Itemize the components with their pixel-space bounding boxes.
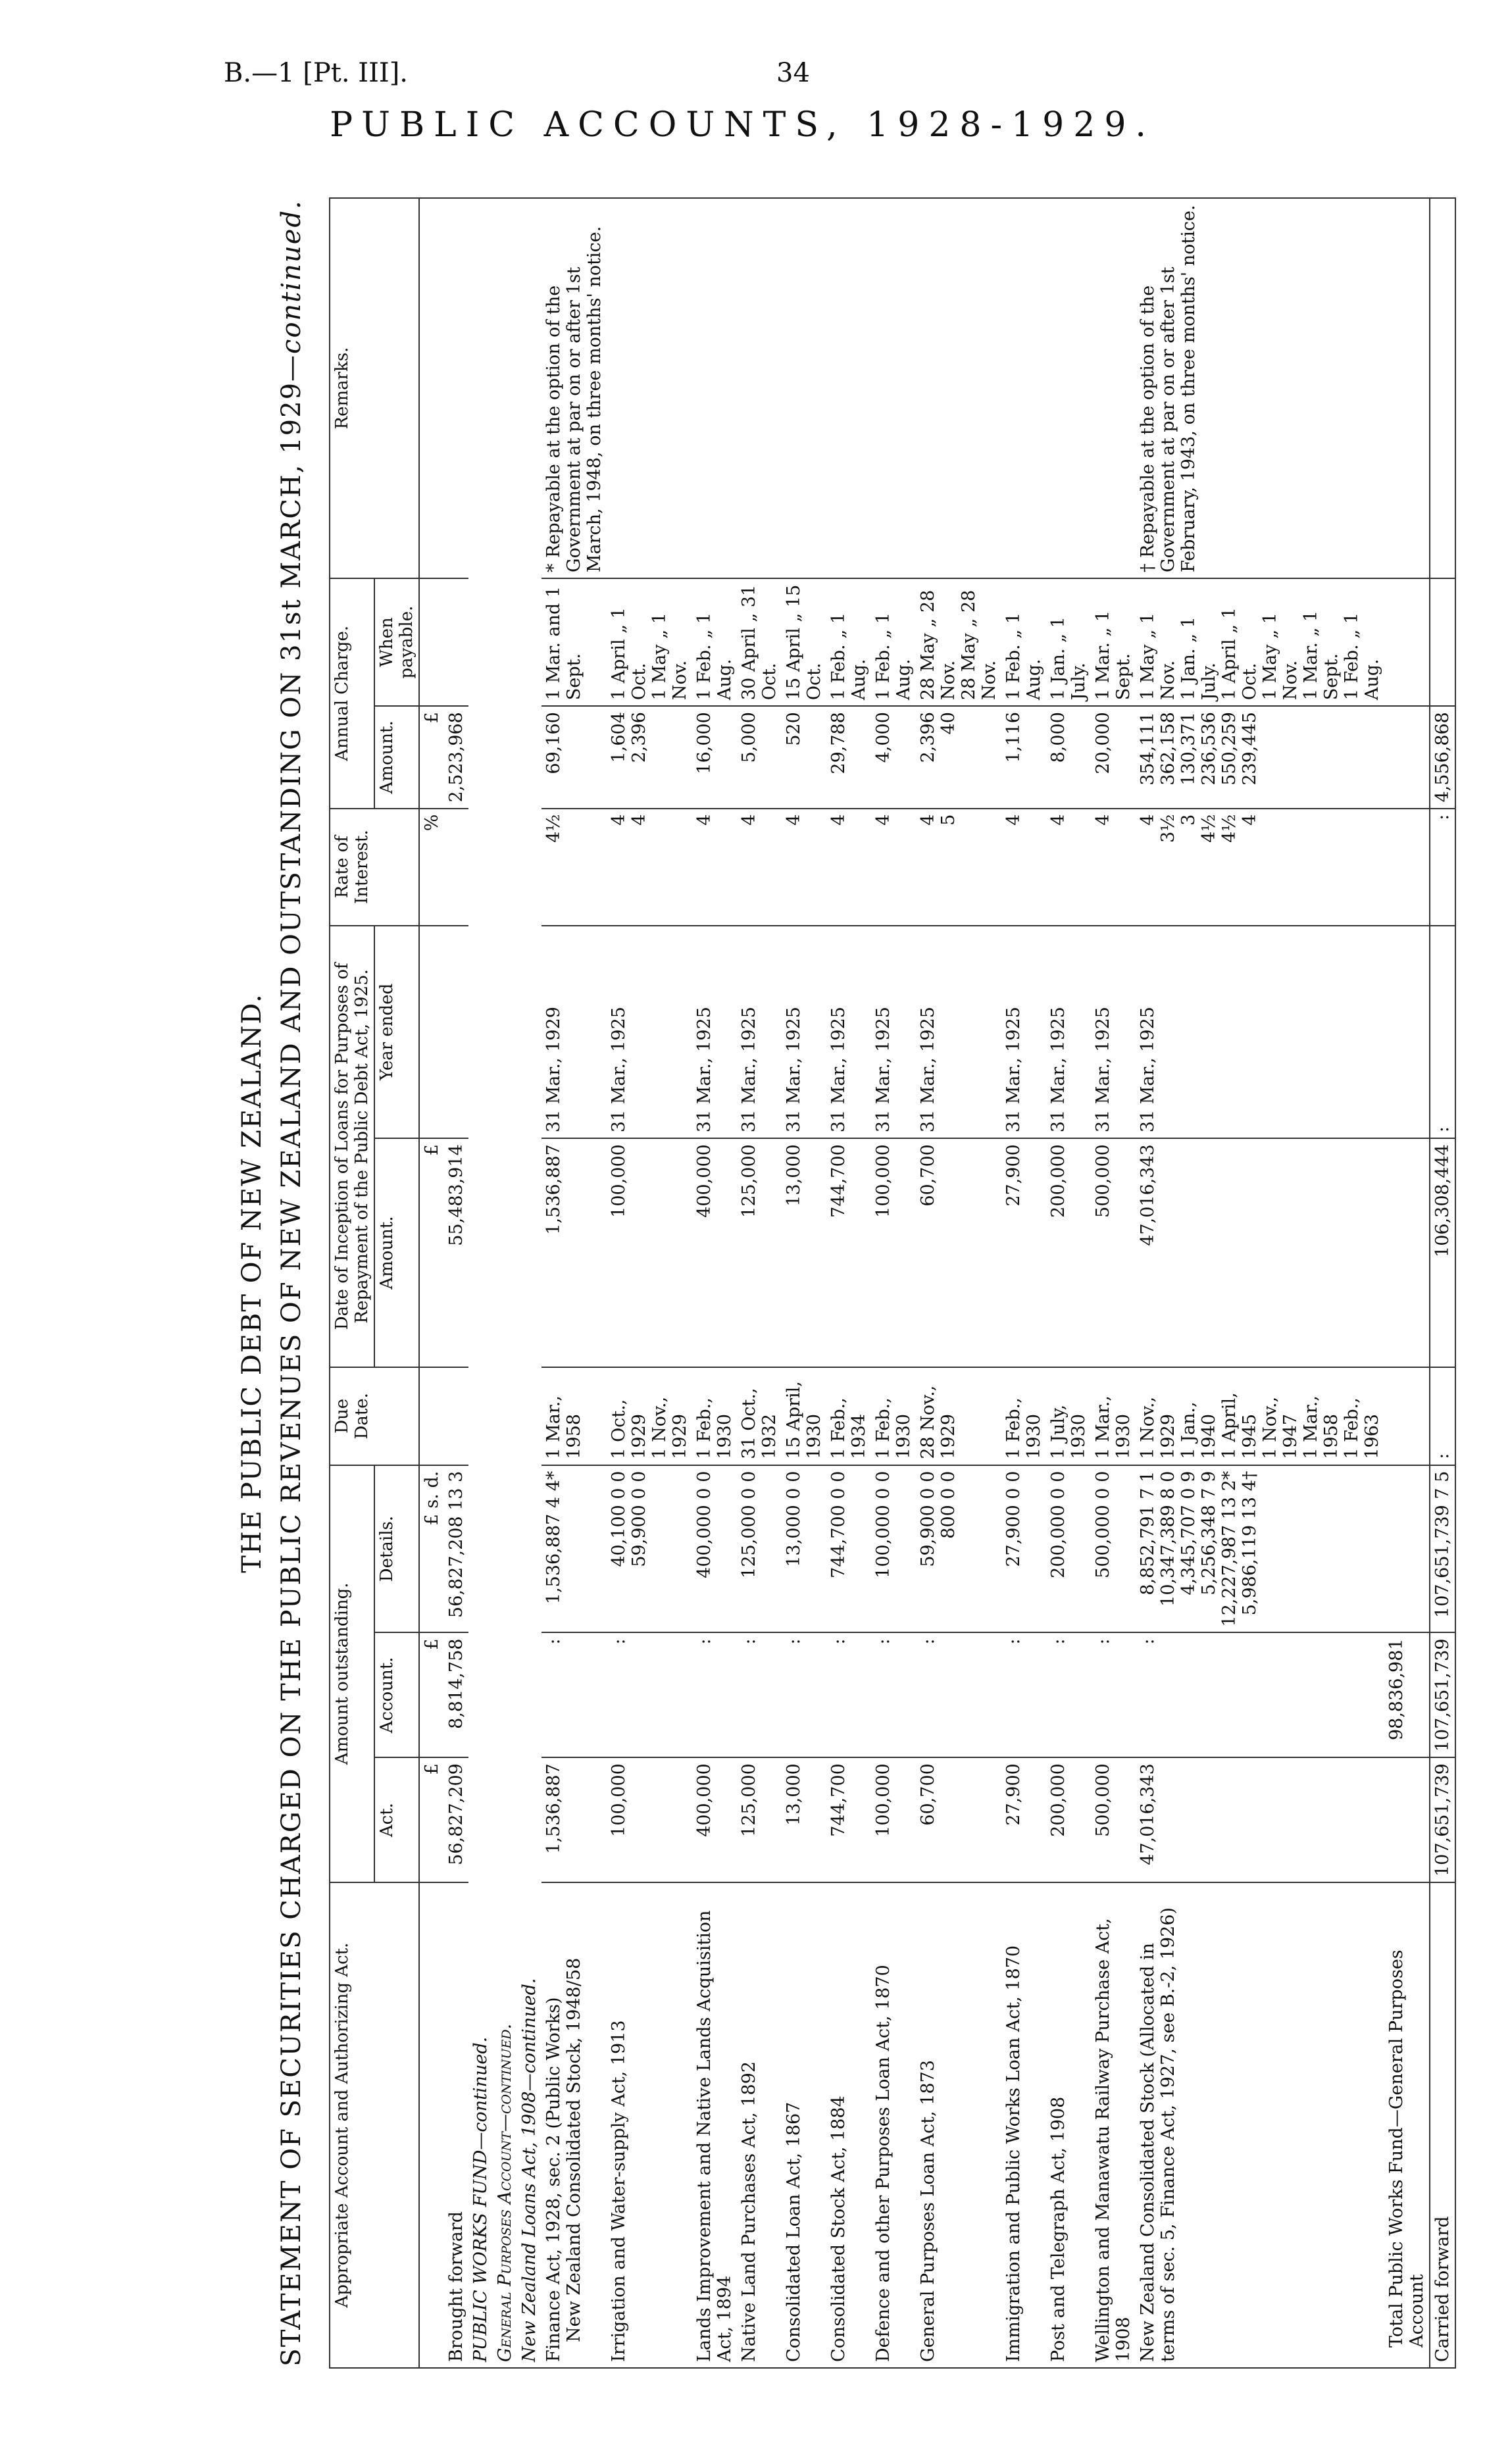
charge-line: 354,111 <box>1138 712 1158 786</box>
when-line: 1 Mar. „ 1 Sept. <box>1301 610 1342 701</box>
cell-account: : <box>737 1632 782 1757</box>
table-row <box>1001 198 1046 2368</box>
cell-inception-amount: 744,700 <box>826 1138 871 1367</box>
cell-charge-amount: 8,000 <box>1046 706 1091 808</box>
cell-when: 30 April „ 31 Oct. <box>737 578 782 706</box>
cell-account: : <box>607 1632 692 1757</box>
row-label: Immigration and Public Works Loan Act, 1870 <box>1001 1882 1046 2368</box>
cell-details: 200,000 0 0 <box>1046 1465 1091 1633</box>
cell-year: 31 Mar., 1925 <box>916 926 1001 1138</box>
section-heading-row <box>468 198 493 2368</box>
table-row <box>1091 198 1136 2368</box>
units-account <box>419 1882 444 2368</box>
unit-d: d. <box>422 1471 442 1488</box>
cell-inception-amount: 125,000 <box>737 1138 782 1367</box>
cell-inception-amount: 106,308,444 <box>1430 1138 1455 1367</box>
row-label: Consolidated Loan Act, 1867 <box>782 1882 826 2368</box>
cell-year: 31 Mar., 1929 <box>541 926 607 1138</box>
page-header <box>0 0 1485 178</box>
cell-charge-amount <box>916 706 1001 808</box>
cell-remarks: * Repayable at the option of the Government at par on or after 1st March, 1948, on three months' notice. <box>541 198 607 578</box>
cell-charge-amount: 520 <box>782 706 826 808</box>
due-line: 1 Nov., 1929 <box>1138 1396 1178 1459</box>
cell-when: 1 Feb. „ 1 Aug. <box>826 578 871 706</box>
cell-remarks <box>1001 198 1046 578</box>
cell-account: : <box>1136 1632 1384 1757</box>
col-when-payable: When payable. <box>374 578 419 706</box>
cell-charge-amount: 2,523,968 <box>444 706 468 808</box>
cell-year: 31 Mar., 1925 <box>607 926 692 1138</box>
cell-rate: 4 <box>782 809 826 926</box>
table-row <box>1136 198 1384 2368</box>
cell-details: 107,651,739 7 5 <box>1430 1465 1455 1633</box>
cell-charge-amount <box>1136 706 1384 808</box>
cell-rate: 4 <box>1001 809 1046 926</box>
cell-charge-amount: 4,556,868 <box>1430 706 1455 808</box>
unit-pound: £ <box>419 1757 444 1882</box>
charge-line: 40 <box>938 712 959 735</box>
units-when <box>419 578 444 706</box>
cell-due: 28 Nov., 1929 <box>916 1367 1001 1465</box>
row-label: Wellington and Manawatu Railway Purchase Act, 1908 <box>1091 1882 1136 2368</box>
cell-due: 1 Mar., 1958 <box>541 1367 607 1465</box>
row-label: Native Land Purchases Act, 1892 <box>737 1882 782 2368</box>
col-charge-amount: Amount. <box>374 706 419 808</box>
cell-due: 1 Feb., 1934 <box>826 1367 871 1465</box>
cell-charge-amount: 29,788 <box>826 706 871 808</box>
cell-rate: 4 <box>1046 809 1091 926</box>
table-row <box>826 198 871 2368</box>
cell-remarks <box>444 198 468 578</box>
cell-inception-amount: 27,900 <box>1001 1138 1046 1367</box>
rate-line: 3 <box>1178 814 1199 826</box>
nz-loans-heading: New Zealand Loans Act, 1908—continued. <box>517 198 541 2368</box>
cell-remarks <box>826 198 871 578</box>
col-details: Details. <box>374 1465 419 1633</box>
cell-charge-amount: 5,000 <box>737 706 782 808</box>
when-line: 1 Feb. „ 1 Aug. <box>1342 612 1382 701</box>
cell-year: 31 Mar., 1925 <box>737 926 782 1138</box>
cell-account: 8,814,758 <box>444 1632 468 1757</box>
table-row <box>692 198 737 2368</box>
detail-line: 800 0 0 <box>938 1471 959 1539</box>
cell-remarks <box>737 198 782 578</box>
row-label: Carried forward <box>1430 1882 1455 2368</box>
unit-pound-s-d <box>419 1465 444 1633</box>
cell-account: : <box>826 1632 871 1757</box>
row-label: Irrigation and Water-supply Act, 1913 <box>607 1882 692 2368</box>
table-row <box>1046 198 1091 2368</box>
page-number: 34 <box>776 58 810 88</box>
cell-account: : <box>692 1632 737 1757</box>
cell-year: 31 Mar., 1925 <box>1001 926 1046 1138</box>
cell-account: : <box>1046 1632 1091 1757</box>
cell-act: 100,000 <box>871 1757 916 1882</box>
due-line: 1 Nov., 1929 <box>649 1396 690 1459</box>
cell-details <box>1136 1465 1384 1633</box>
cell-when <box>916 578 1001 706</box>
cell-when: 15 April „ 15 Oct. <box>782 578 826 706</box>
cell-due: 15 April, 1930 <box>782 1367 826 1465</box>
statement-titles <box>230 197 336 2369</box>
cell-inception-amount: 55,483,914 <box>444 1138 468 1367</box>
cell-year: 31 Mar., 1925 <box>826 926 871 1138</box>
cell-when: 1 Mar. and 1 Sept. <box>541 578 607 706</box>
row-label: Brought forward <box>444 1882 468 2368</box>
cell-details: 56,827,208 13 3 <box>444 1465 468 1633</box>
cell-year: 31 Mar., 1925 <box>692 926 737 1138</box>
cell-account: : <box>916 1632 1001 1757</box>
charge-line: 550,259 <box>1219 712 1240 786</box>
cell-year: 31 Mar., 1925 <box>1091 926 1136 1138</box>
cell-inception-amount: 60,700 <box>916 1138 1001 1367</box>
col-act: Act. <box>374 1757 419 1882</box>
row-label: Defence and other Purposes Loan Act, 1870 <box>871 1882 916 2368</box>
cell-remarks <box>1430 198 1455 578</box>
cell-charge-amount: 20,000 <box>1091 706 1136 808</box>
rate-line: 3½ <box>1158 814 1178 843</box>
unit-pound: £ <box>422 1514 442 1526</box>
cell-details <box>916 1465 1001 1633</box>
cell-act: 744,700 <box>826 1757 871 1882</box>
table-row <box>1384 198 1430 2368</box>
row-label: Lands Improvement and Native Lands Acquisition Act, 1894 <box>692 1882 737 2368</box>
col-remarks: Remarks. <box>330 198 419 578</box>
charge-line: 2,396 <box>918 712 938 763</box>
cell-when <box>444 578 468 706</box>
cell-act <box>1384 1757 1430 1882</box>
cell-remarks <box>782 198 826 578</box>
cell-when <box>607 578 692 706</box>
table-row <box>916 198 1001 2368</box>
due-line: 1 Mar., 1958 <box>1301 1395 1342 1459</box>
table-row <box>444 198 468 2368</box>
cell-details: 100,000 0 0 <box>871 1465 916 1633</box>
cell-account: : <box>871 1632 916 1757</box>
charge-line: 239,445 <box>1240 712 1260 786</box>
subtitle-text: STATEMENT OF SECURITIES CHARGED ON THE PUBLIC REVENUES OF NEW ZEALAND AND OUTSTANDING ON 31st MARCH, 1929— <box>276 353 307 2367</box>
cell-details: 125,000 0 0 <box>737 1465 782 1633</box>
charge-line: 236,536 <box>1199 712 1219 786</box>
cell-year: : <box>1430 926 1455 1138</box>
cell-act: 400,000 <box>692 1757 737 1882</box>
cell-inception-amount: 100,000 <box>607 1138 692 1367</box>
table-row <box>1430 198 1455 2368</box>
cell-rate <box>1384 809 1430 926</box>
cell-details: 744,700 0 0 <box>826 1465 871 1633</box>
row-label <box>541 1882 607 2368</box>
charge-line: 1,604 <box>609 712 629 763</box>
cell-remarks <box>607 198 692 578</box>
when-line: 1 May „ 1 Nov. <box>649 613 690 701</box>
row-label: General Purposes Loan Act, 1873 <box>916 1882 1001 2368</box>
cell-account: : <box>782 1632 826 1757</box>
cell-when: 1 Jan. „ 1 July. <box>1046 578 1091 706</box>
cell-due: 1 Feb., 1930 <box>871 1367 916 1465</box>
unit-s: s. <box>422 1494 442 1509</box>
cell-act: 47,016,343 <box>1136 1757 1384 1882</box>
cell-act: 13,000 <box>782 1757 826 1882</box>
detail-line: 4,345,707 0 9 <box>1178 1471 1199 1596</box>
col-rate: Rate of Interest. <box>330 809 419 926</box>
cell-year: 31 Mar., 1925 <box>871 926 916 1138</box>
col-due-date: Due Date. <box>330 1367 419 1465</box>
when-line: 28 May „ 28 Nov. <box>918 590 959 701</box>
cell-act: 125,000 <box>737 1757 782 1882</box>
row-label-line: Finance Act, 1928, sec. 2 (Public Works) <box>543 1997 564 2362</box>
detail-line: 59,900 0 0 <box>629 1471 649 1567</box>
cell-inception-amount <box>1384 1138 1430 1367</box>
cell-charge-amount <box>1384 706 1430 808</box>
cell-act: 500,000 <box>1091 1757 1136 1882</box>
cell-when <box>1430 578 1455 706</box>
cell-details: 1,536,887 4 4* <box>541 1465 607 1633</box>
col-amount-outstanding: Amount outstanding. <box>330 1465 374 1882</box>
cell-inception-amount: 100,000 <box>871 1138 916 1367</box>
rate-line: 4½ <box>1199 814 1219 843</box>
units-row <box>419 198 444 2368</box>
cell-due <box>1136 1367 1384 1465</box>
row-label: Post and Telegraph Act, 1908 <box>1046 1882 1091 2368</box>
cell-act: 27,900 <box>1001 1757 1046 1882</box>
when-line: 1 May „ 1 Nov. <box>1138 613 1178 701</box>
rate-line: 4 <box>1240 814 1260 826</box>
cell-remarks <box>916 198 1001 578</box>
charge-line: 362,158 <box>1158 712 1178 786</box>
detail-line: 5,256,348 7 9 <box>1199 1471 1219 1596</box>
detail-line: 59,900 0 0 <box>918 1471 938 1567</box>
rate-line: 4 <box>918 814 938 826</box>
unit-pct: % <box>419 809 444 926</box>
rate-line: 4 <box>609 814 629 826</box>
cell-inception-amount: 1,536,887 <box>541 1138 607 1367</box>
cell-year: 31 Mar., 1925 <box>1046 926 1091 1138</box>
charge-line: 130,371 <box>1178 712 1199 786</box>
section-heading-row <box>493 198 517 2368</box>
cell-charge-amount: 1,116 <box>1001 706 1046 808</box>
rotated-statement <box>230 197 1453 2369</box>
cell-when: 1 Feb. „ 1 Aug. <box>692 578 737 706</box>
cell-act: 56,827,209 <box>444 1757 468 1882</box>
cell-inception-amount: 200,000 <box>1046 1138 1091 1367</box>
cell-account: : <box>1001 1632 1046 1757</box>
due-line: 1 Oct., 1929 <box>609 1399 649 1459</box>
running-title: PUBLIC ACCOUNTS, 1928-1929. <box>330 105 1155 145</box>
units-due <box>419 1367 444 1465</box>
table-row <box>737 198 782 2368</box>
cell-rate: 4 <box>1091 809 1136 926</box>
subtitle-continued: continued. <box>276 199 307 354</box>
cell-act: 100,000 <box>607 1757 692 1882</box>
when-line: 1 April „ 1 Oct. <box>609 607 649 701</box>
cell-rate: : <box>1430 809 1455 926</box>
cell-charge-amount <box>607 706 692 808</box>
cell-remarks: † Repayable at the option of the Government at par on or after 1st February, 1943, on three months' notice. <box>1136 198 1384 578</box>
when-line: 28 May „ 28 Nov. <box>959 590 999 701</box>
cell-act: 1,536,887 <box>541 1757 607 1882</box>
cell-when <box>1136 578 1384 706</box>
cell-when: 1 Mar. „ 1 Sept. <box>1091 578 1136 706</box>
cell-details: 27,900 0 0 <box>1001 1465 1046 1633</box>
cell-rate <box>1136 809 1384 926</box>
cell-details: 500,000 0 0 <box>1091 1465 1136 1633</box>
cell-details <box>607 1465 692 1633</box>
table-body <box>419 198 1455 2368</box>
statement-main-title: THE PUBLIC DEBT OF NEW ZEALAND. <box>237 993 267 1573</box>
gpa-heading: General Purposes Account—continued. <box>493 198 517 2368</box>
cell-year: 31 Mar., 1925 <box>1136 926 1384 1138</box>
unit-pound: £ <box>419 706 444 808</box>
when-line: 1 April „ 1 Oct. <box>1219 607 1260 701</box>
table-row <box>782 198 826 2368</box>
cell-account: : <box>1091 1632 1136 1757</box>
cell-due: 1 July, 1930 <box>1046 1367 1091 1465</box>
fund-heading: PUBLIC WORKS FUND—continued. <box>468 198 493 2368</box>
table-head <box>330 198 419 2368</box>
col-inception-amount: Amount. <box>374 1138 419 1367</box>
cell-rate: 4 <box>737 809 782 926</box>
cell-charge-amount: 16,000 <box>692 706 737 808</box>
cell-inception-amount: 400,000 <box>692 1138 737 1367</box>
cell-inception-amount: 500,000 <box>1091 1138 1136 1367</box>
cell-year <box>1384 926 1430 1138</box>
detail-line: 12,227,987 13 2* <box>1219 1471 1240 1627</box>
cell-due: 1 Feb., 1930 <box>692 1367 737 1465</box>
cell-rate <box>607 809 692 926</box>
cell-year <box>444 926 468 1138</box>
rate-line: 4 <box>629 814 649 826</box>
col-account: Appropriate Account and Authorizing Act. <box>330 1882 419 2368</box>
detail-line: 40,100 0 0 <box>609 1471 629 1567</box>
rate-line: 5 <box>938 814 959 826</box>
section-heading-row <box>517 198 541 2368</box>
cell-charge-amount: 69,160 <box>541 706 607 808</box>
cell-rate <box>916 809 1001 926</box>
table-row <box>541 198 607 2368</box>
row-label-line: New Zealand Consolidated Stock, 1948/58 <box>564 1957 584 2342</box>
cell-due: 1 Feb., 1930 <box>1001 1367 1046 1465</box>
cell-account: 107,651,739 <box>1430 1632 1455 1757</box>
cell-when: 1 Feb. „ 1 Aug. <box>871 578 916 706</box>
row-label: Total Public Works Fund—General Purposes Account <box>1384 1882 1430 2368</box>
due-line: 1 Nov., 1947 <box>1260 1396 1301 1459</box>
cell-remarks <box>1091 198 1136 578</box>
col-inception-year: Year ended <box>374 926 419 1138</box>
cell-act: 60,700 <box>916 1757 1001 1882</box>
cell-rate: 4 <box>871 809 916 926</box>
detail-line: 8,852,791 7 1 <box>1138 1471 1158 1596</box>
units-remarks <box>419 198 444 578</box>
cell-details: 13,000 0 0 <box>782 1465 826 1633</box>
cell-due <box>444 1367 468 1465</box>
detail-line: 5,986,119 13 4† <box>1240 1471 1260 1616</box>
col-account-amount: Account. <box>374 1632 419 1757</box>
row-label: Consolidated Stock Act, 1884 <box>826 1882 871 2368</box>
cell-remarks <box>1046 198 1091 578</box>
detail-line: 10,347,389 8 0 <box>1158 1471 1178 1607</box>
col-annual-charge: Annual Charge. <box>330 578 374 809</box>
rate-line: 4½ <box>1219 814 1240 843</box>
public-debt-table <box>329 197 1456 2369</box>
due-line: 1 Jan., 1940 <box>1178 1401 1219 1459</box>
due-line: 1 April, 1945 <box>1219 1392 1260 1459</box>
when-line: 1 May „ 1 Nov. <box>1260 613 1301 701</box>
cell-due: 1 Mar., 1930 <box>1091 1367 1136 1465</box>
cell-due: : <box>1430 1367 1455 1465</box>
statement-subtitle <box>276 197 307 2369</box>
when-line: 1 Jan. „ 1 July. <box>1178 616 1219 701</box>
charge-line: 2,396 <box>629 712 649 763</box>
units-year <box>419 926 444 1138</box>
cell-remarks <box>1384 198 1430 578</box>
cell-when <box>1384 578 1430 706</box>
cell-rate <box>444 809 468 926</box>
cell-inception-amount: 47,016,343 <box>1136 1138 1384 1367</box>
table-row <box>607 198 692 2368</box>
due-line: 1 Feb., 1963 <box>1342 1397 1382 1459</box>
cell-rate: 4 <box>826 809 871 926</box>
cell-rate: 4½ <box>541 809 607 926</box>
cell-year: 31 Mar., 1925 <box>782 926 826 1138</box>
cell-remarks <box>692 198 737 578</box>
cell-charge-amount: 4,000 <box>871 706 916 808</box>
cell-due: 31 Oct., 1932 <box>737 1367 782 1465</box>
cell-account: : <box>541 1632 607 1757</box>
cell-remarks <box>871 198 916 578</box>
cell-rate: 4 <box>692 809 737 926</box>
cell-when: 1 Feb. „ 1 Aug. <box>1001 578 1046 706</box>
cell-inception-amount: 13,000 <box>782 1138 826 1367</box>
cell-due <box>1384 1367 1430 1465</box>
col-inception: Date of Inception of Loans for Purposes of Repayment of the Public Debt Act, 1925. <box>330 926 374 1367</box>
cell-due <box>607 1367 692 1465</box>
row-label: New Zealand Consolidated Stock (Allocated in terms of sec. 5, Finance Act, 1927, see B.-2, 1926) <box>1136 1882 1384 2368</box>
cell-details: 400,000 0 0 <box>692 1465 737 1633</box>
cell-act: 200,000 <box>1046 1757 1091 1882</box>
cell-account: 98,836,981 <box>1384 1632 1430 1757</box>
unit-pound: £ <box>419 1138 444 1367</box>
rate-line: 4 <box>1138 814 1158 826</box>
cell-details <box>1384 1465 1430 1633</box>
cell-act: 107,651,739 <box>1430 1757 1455 1882</box>
table-row <box>871 198 916 2368</box>
document-reference: B.—1 [Pt. III]. <box>224 58 409 88</box>
unit-pound: £ <box>419 1632 444 1757</box>
